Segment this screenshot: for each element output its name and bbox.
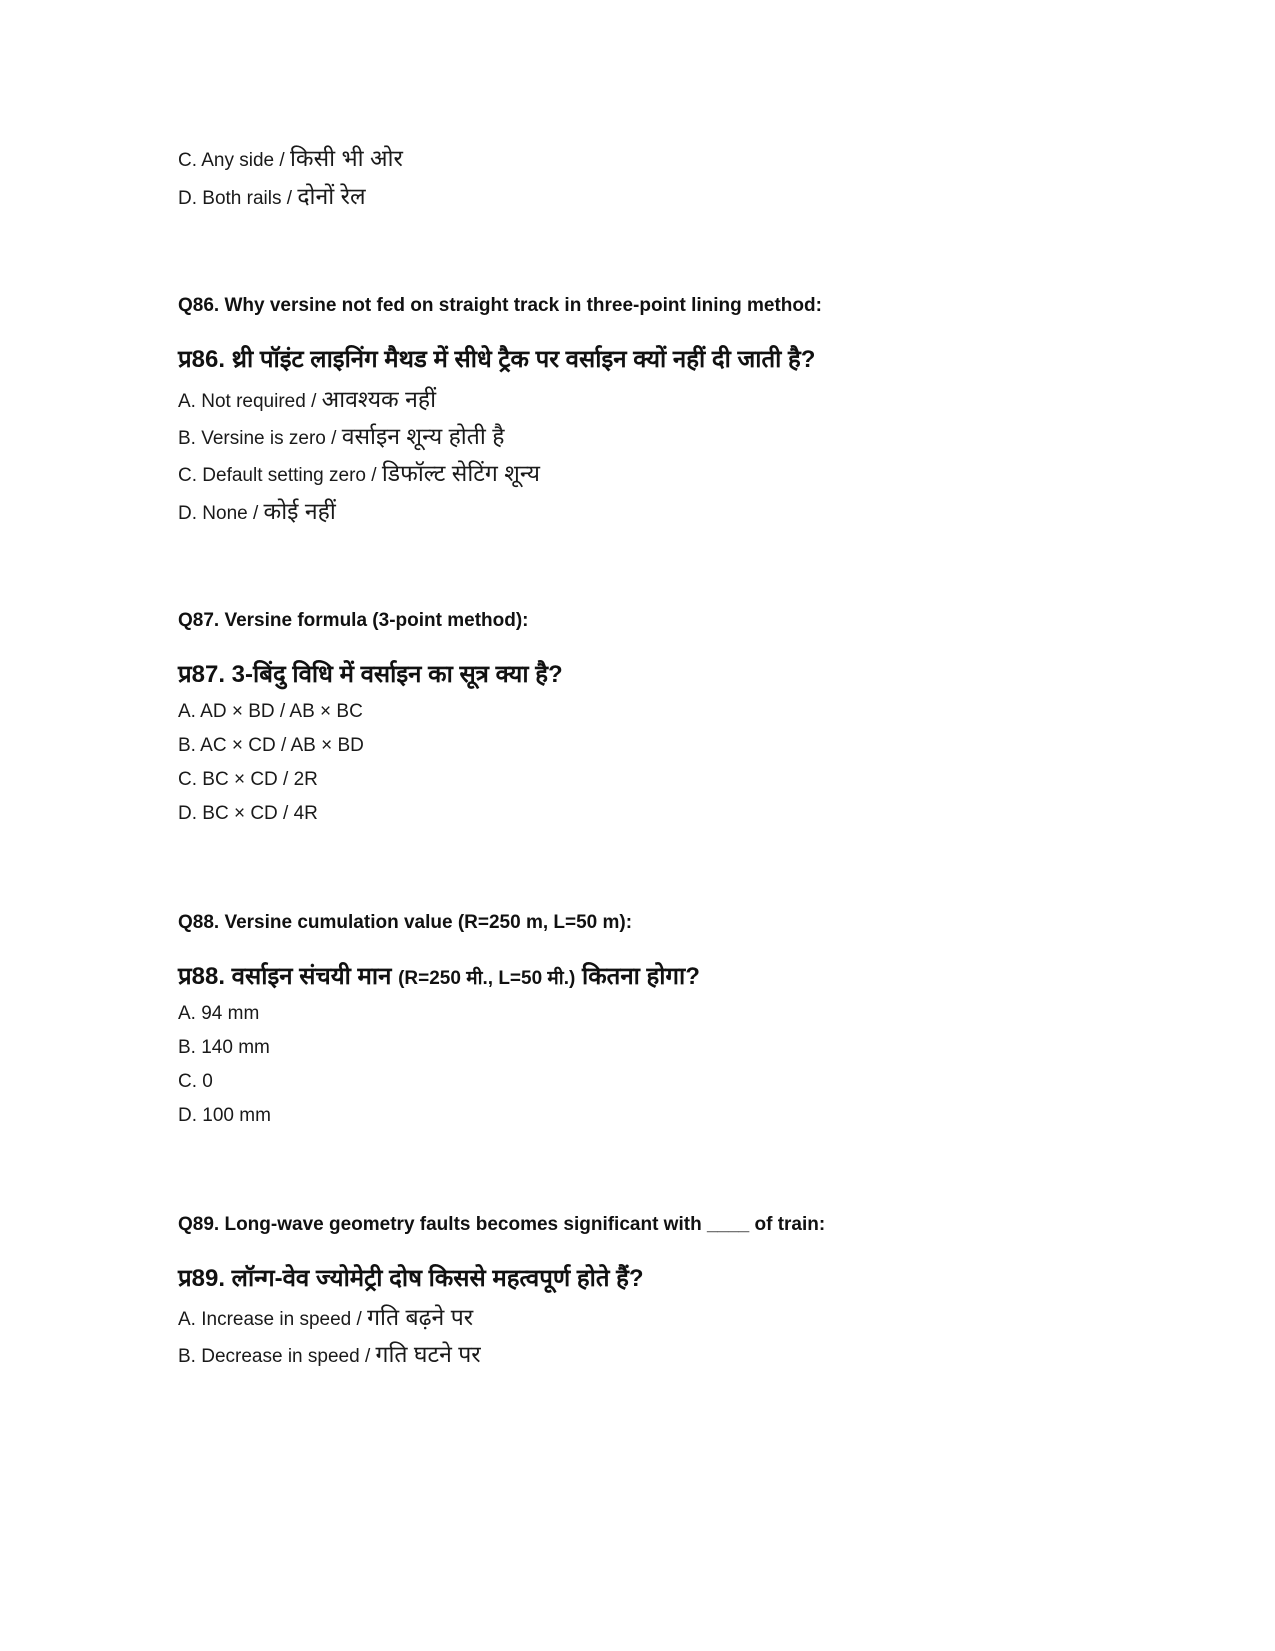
option-label: C. Default setting zero / <box>178 465 382 486</box>
option-hindi: आवश्यक नहीं <box>321 386 437 412</box>
option-hindi: किसी भी ओर <box>289 145 403 171</box>
question-86-option-b <box>178 425 504 448</box>
option-label: B. Versine is zero / <box>178 428 342 449</box>
question-88-hindi-params: (R=250 मी., L=50 मी.) <box>398 968 576 989</box>
question-87-hindi: प्र87. 3-बिंदु विधि में वर्साइन का सूत्र क्या है? <box>178 661 563 688</box>
option-label: A. Increase in speed / <box>178 1309 368 1330</box>
question-89-english: Q89. Long-wave geometry faults becomes significant with ____ of train: <box>178 1214 826 1235</box>
question-88-hindi <box>178 965 700 989</box>
question-86-option-c <box>178 462 540 485</box>
question-87-english: Q87. Versine formula (3-point method): <box>178 610 529 631</box>
question-86-english: Q86. Why versine not fed on straight track in three-point lining method: <box>178 295 822 316</box>
question-87-option-d: D. BC × CD / 4R <box>178 803 318 824</box>
option-hindi: डिफॉल्ट सेटिंग शून्य <box>381 460 540 486</box>
option-hindi: कोई नहीं <box>263 498 336 524</box>
question-88-hindi-suffix: कितना होगा? <box>575 963 700 990</box>
question-89-option-a <box>178 1306 473 1329</box>
option-hindi: गति घटने पर <box>375 1341 481 1367</box>
question-86-option-a <box>178 388 436 411</box>
option-label: B. Decrease in speed / <box>178 1346 376 1367</box>
question-89-option-b <box>178 1343 481 1366</box>
option-label: A. Not required / <box>178 391 322 412</box>
option-hindi: वर्साइन शून्य होती है <box>341 423 505 449</box>
option-hindi: दोनों रेल <box>297 183 366 209</box>
question-88-option-b: B. 140 mm <box>178 1037 270 1058</box>
option-label: C. Any side / <box>178 150 290 171</box>
option-label: D. None / <box>178 503 264 524</box>
option-hindi: गति बढ़ने पर <box>367 1304 474 1330</box>
option-continued-d <box>178 185 366 208</box>
question-89-hindi: प्र89. लॉन्ग-वेव ज्योमेट्री दोष किससे महत्वपूर्ण होते हैं? <box>178 1265 644 1292</box>
option-continued-c <box>178 147 403 170</box>
question-86-option-d <box>178 500 336 523</box>
question-88-hindi-prefix: प्र88. वर्साइन संचयी मान <box>178 963 399 990</box>
question-88-english: Q88. Versine cumulation value (R=250 m, L=50 m): <box>178 912 633 933</box>
question-86-hindi: प्र86. थ्री पॉइंट लाइनिंग मैथड में सीधे ट्रैक पर वर्साइन क्यों नहीं दी जाती है? <box>178 346 816 373</box>
question-87-option-c: C. BC × CD / 2R <box>178 769 318 790</box>
option-label: D. Both rails / <box>178 188 298 209</box>
question-87-option-b: B. AC × CD / AB × BD <box>178 735 364 756</box>
question-88-option-c: C. 0 <box>178 1071 213 1092</box>
question-88-option-d: D. 100 mm <box>178 1105 271 1126</box>
question-87-option-a: A. AD × BD / AB × BC <box>178 701 363 722</box>
question-88-option-a: A. 94 mm <box>178 1003 260 1024</box>
